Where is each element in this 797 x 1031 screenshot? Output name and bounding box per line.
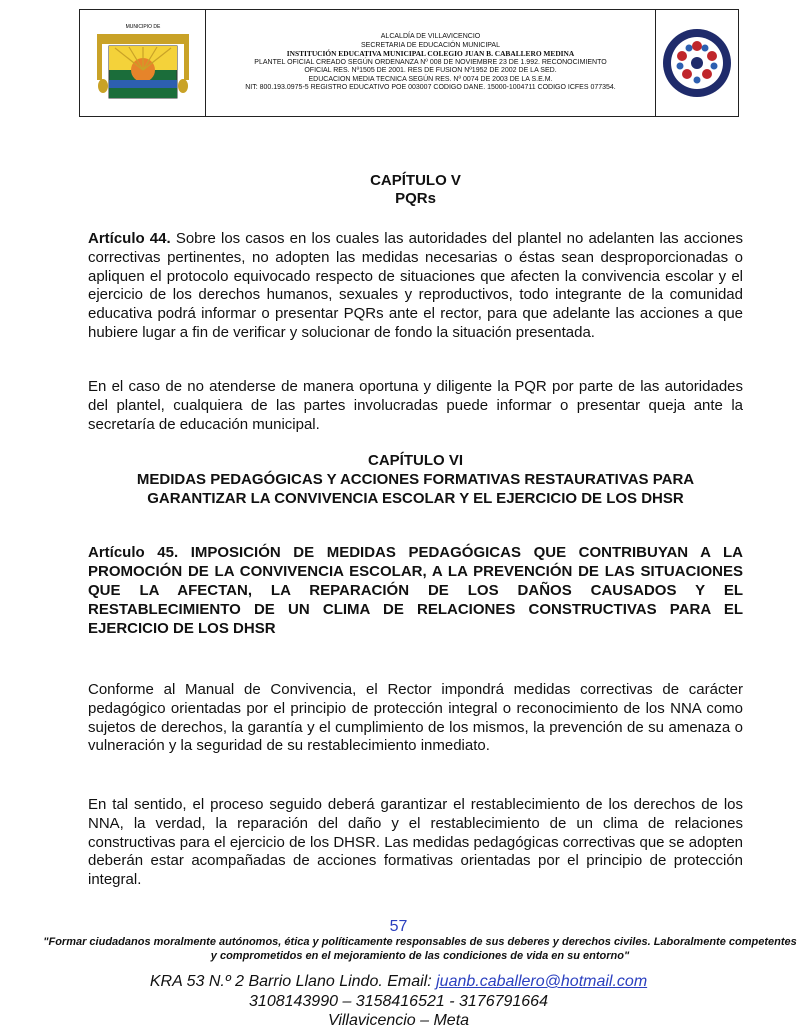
header-line: SECRETARIA DE EDUCACIÓN MUNICIPAL: [361, 41, 500, 49]
header-institution: INSTITUCIÓN EDUCATIVA MUNICIPAL COLEGIO JUAN B. CABALLERO MEDINA: [286, 49, 575, 59]
letterhead: [79, 9, 739, 117]
header-line: NIT: 800.193.0975-5 REGISTRO EDUCATIVO POE 003007 CODIGO DANE. 15000-1004711 CODIGO ICFES 077354.: [245, 84, 616, 92]
chapter-subtitle: MEDIDAS PEDAGÓGICAS Y ACCIONES FORMATIVAS RESTAURATIVAS PARA: [136, 471, 695, 488]
article-44: [88, 230, 743, 343]
contact-address: [0, 972, 797, 992]
article-45-paragraph-1: Conforme al Manual de Convivencia, el Rector impondrá medidas correctivas de carácter pedagógico orientadas por el principio de protección integral o reconocimiento de los NNA como sujetos de derechos, la garantía y el cumplimiento de los mismos, la prevención de su amenaza o vulneración y la seguridad de su restablecimiento inmediato.: [88, 681, 743, 755]
chapter-title: CAPÍTULO V: [370, 172, 461, 189]
contact-city: Villavicencio – Meta: [327, 1012, 470, 1029]
municipal-seal: [80, 10, 206, 116]
email-link[interactable]: juanb.caballero@hotmail.com: [436, 973, 648, 990]
page-number: 57: [389, 918, 408, 935]
header-line: EDUCACION MEDIA TECNICA SEGÚN RES. Nº 0074 DE 2003 DE LA S.E.M.: [308, 75, 553, 83]
article-label: Artículo 44.: [88, 230, 171, 247]
municipal-seal-icon: [93, 20, 193, 106]
address-text: KRA 53 N.º 2 Barrio Llano Lindo. Email:: [149, 973, 437, 990]
header-line: PLANTEL OFICIAL CREADO SEGÚN ORDENANZA Nº 008 DE NOVIEMBRE 23 DE 1.992. RECONOCIMIENTO: [254, 58, 607, 66]
chapter-subtitle: PQRs: [395, 190, 436, 207]
letterhead-text: [206, 10, 655, 116]
article-45-heading: Artículo 45. IMPOSICIÓN DE MEDIDAS PEDAGÓGICAS QUE CONTRIBUYAN A LA PROMOCIÓN DE LA CONVIVENCIA ESCOLAR, A LA PREVENCIÓN DE LAS SITUACIONES QUE LA AFECTAN, LA REPARACIÓN DE LOS DAÑOS CAUSADOS Y EL RESTABLECIMIENTO DE UN CLIMA DE RELACIONES CONSTRUCTIVAS PARA EL EJERCICIO DE LOS DHSR: [88, 544, 743, 637]
institution-motto: "Formar ciudadanos moralmente autónomos, ética y políticamente responsables de sus deberes y derechos civiles. Laboralmente competentes y comprometidos en el mejoramiento de las condiciones de vida en su entorno": [43, 936, 797, 962]
institution-logo: [655, 10, 738, 116]
seal-caption: MUNICIPIO DE: [125, 24, 160, 30]
article-44-paragraph-2: En el caso de no atenderse de manera oportuna y diligente la PQR por parte de las autoridades del plantel, cualquiera de las partes involucradas puede informar o presentar queja ante la secretaría de educación municipal.: [88, 378, 743, 433]
chapter-title: CAPÍTULO VI: [367, 452, 463, 469]
header-line: ALCALDÍA DE VILLAVICENCIO: [380, 32, 481, 40]
institution-logo-icon: [660, 26, 734, 100]
chapter-subtitle: GARANTIZAR LA CONVIVENCIA ESCOLAR Y EL EJERCICIO DE LOS DHSR: [147, 490, 684, 507]
contact-phones: 3108143990 – 3158416521 - 3176791664: [249, 993, 548, 1010]
article-text: Sobre los casos en los cuales las autoridades del plantel no adelanten las acciones correctivas pertinentes, no adopten las medidas necesarias o éstas sean desproporcionadas o apliquen el protocolo equivocado respecto de situaciones que afecten la convivencia escolar y el ejercicio de los derechos humanos, sexuales y reproductivos, todo integrante de la comunidad educativa podrá informar o presentar PQRs ante el rector, para que adelante las acciones a que hubiere lugar a fin de verificar y solucionar de fondo la situación presentada.: [88, 230, 743, 341]
article-45-paragraph-2: En tal sentido, el proceso seguido deberá garantizar el restablecimiento de los derechos de los NNA, la verdad, la reparación del daño y el restablecimiento de un clima de relaciones constructivas para el ejercicio de los DHSR. Las medidas pedagógicas correctivas que se adopten deberán estar acompañadas de acciones formativas orientadas por el principio de protección integral.: [88, 796, 743, 889]
header-line: OFICIAL RES. Nº1505 DE 2001. RES DE FUSION Nº1952 DE 2002 DE LA SED.: [304, 67, 557, 75]
